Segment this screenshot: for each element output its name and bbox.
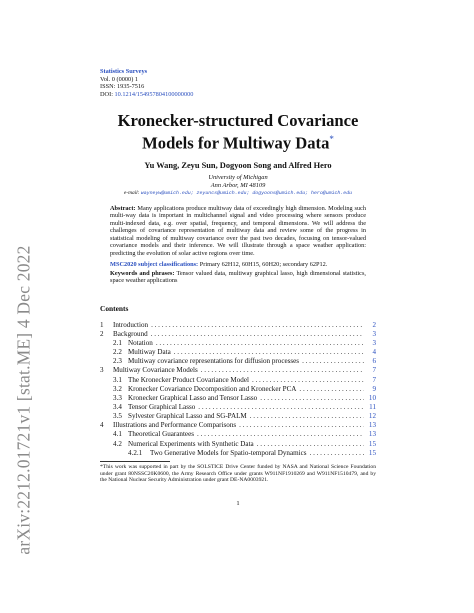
journal-header <box>100 68 376 98</box>
toc-entry[interactable] <box>100 403 376 412</box>
toc-dot-leader <box>171 348 364 357</box>
toc-entry-page-link[interactable]: 7 <box>372 375 376 384</box>
toc-entry[interactable] <box>100 357 376 366</box>
journal-name[interactable]: Statistics Surveys <box>100 68 148 75</box>
toc-entry[interactable] <box>100 430 376 439</box>
toc-entry-title[interactable]: Theoretical Guarantees <box>128 430 194 439</box>
toc-entry-number: 4.1 <box>113 430 122 439</box>
toc-entry-number: 3.2 <box>113 384 122 393</box>
toc-entry-number: 1 <box>100 320 104 329</box>
toc-entry[interactable] <box>100 449 376 458</box>
toc-entry-page-link[interactable]: 4 <box>372 348 376 357</box>
email-addresses[interactable]: wayneyw@umich.edu; zeyuncs@umich.edu; dogyoons@umich.edu; hero@umich.edu <box>140 191 353 197</box>
toc-entry-number: 4.2.1 <box>128 448 143 457</box>
toc-entry-title[interactable]: Introduction <box>113 320 149 329</box>
toc-entry-number: 3.4 <box>113 402 122 411</box>
toc-entry-title[interactable]: Numerical Experiments with Synthetic Data <box>128 439 254 448</box>
toc-dot-leader <box>148 321 364 330</box>
paper-title <box>100 111 376 153</box>
toc-entry-page-link[interactable]: 10 <box>368 393 376 402</box>
abstract <box>100 205 376 258</box>
toc-entry-title[interactable]: Multiway Data <box>128 348 171 357</box>
toc-entry-title[interactable]: Kronecker Covariance Decomposition and Kronecker PCA <box>128 384 297 393</box>
toc-entry[interactable] <box>100 385 376 394</box>
toc-entry[interactable] <box>100 412 376 421</box>
toc-dot-leader <box>257 394 364 403</box>
toc-entry-title[interactable]: Multiway Covariance Models <box>113 366 198 375</box>
email-label: e-mail: <box>123 190 141 197</box>
toc-dot-leader <box>247 412 364 421</box>
toc-entry-page-link[interactable]: 13 <box>368 421 376 430</box>
toc-entry-title[interactable]: Tensor Graphical Lasso <box>128 402 196 411</box>
toc-entry[interactable] <box>100 321 376 330</box>
table-of-contents <box>100 321 376 458</box>
toc-dot-leader <box>153 339 364 348</box>
toc-entry-page-link[interactable]: 15 <box>368 448 376 457</box>
toc-entry-number: 2.3 <box>113 357 122 366</box>
msc-classifications <box>100 261 376 269</box>
doi-link[interactable]: 10.1214/154957804100000000 <box>114 90 194 98</box>
toc-dot-leader <box>236 421 364 430</box>
toc-dot-leader <box>198 366 364 375</box>
journal-doi-line <box>100 91 376 99</box>
toc-entry-page-link[interactable]: 7 <box>372 366 376 375</box>
toc-entry-number: 3 <box>100 366 104 375</box>
toc-entry-page-link[interactable]: 15 <box>368 439 376 448</box>
arxiv-stamp <box>0 0 40 613</box>
toc-entry-page-link[interactable]: 9 <box>372 384 376 393</box>
journal-issn: ISSN: 1935-7516 <box>100 83 145 91</box>
toc-entry-page-link[interactable]: 12 <box>368 412 376 421</box>
toc-entry-page-link[interactable]: 2 <box>372 320 376 329</box>
msc-text: Primary 62H12, 60H15, 60H20; secondary 62P12. <box>199 261 328 269</box>
toc-entry-page-link[interactable]: 3 <box>372 338 376 347</box>
affiliation <box>100 174 376 198</box>
toc-dot-leader <box>195 403 364 412</box>
abstract-label: Abstract: <box>110 204 136 212</box>
toc-entry-page-link[interactable]: 6 <box>372 357 376 366</box>
toc-entry-title[interactable]: Sylvester Graphical Lasso and SG-PALM <box>128 412 247 421</box>
toc-entry-title[interactable]: Multiway covariance representations for diffusion processes <box>128 357 300 366</box>
toc-dot-leader <box>254 440 364 449</box>
footnote: *This work was supported in part by the SOLSTICE Drive Center funded by NASA and National Science Foundation under grant 80NSSC20K0600, the Army Research Office under grants W911NF1910269 and W911NF1510479, and by the National Nuclear Security Administration under grant DE-NA0003921. <box>100 463 376 484</box>
contents-heading: Contents <box>100 303 129 313</box>
title-line-2-wrap <box>100 130 376 153</box>
keywords <box>100 270 376 285</box>
toc-entry[interactable] <box>100 330 376 339</box>
abstract-text: Many applications produce multiway data of exceedingly high dimension. Modeling such multi-way data is important in multichannel signal and video processing where sensors produce multi-indexed data, e.g. over spatial, frequency, and temporal dimensions. We will address the challenges of covariance representation of multiway data and review some of the progress in statistical modeling of multiway covariance over the past two decades, focusing on tensor-valued covariance models and their inference. We will illustrate through a space weather application: predicting the evolution of solar active regions over time. <box>110 204 366 257</box>
toc-entry[interactable] <box>100 339 376 348</box>
keywords-label: Keywords and phrases: <box>110 269 175 277</box>
toc-entry-page-link[interactable]: 11 <box>369 402 376 411</box>
toc-entry-number: 3.3 <box>113 393 122 402</box>
title-footnote-mark[interactable]: * <box>329 134 334 145</box>
toc-dot-leader <box>194 430 364 439</box>
paper-page <box>100 68 376 507</box>
keywords-text: Tensor valued data, multiway graphical lasso, high dimensional statistics, space weather applications <box>110 269 366 285</box>
toc-entry-number: 3.5 <box>113 412 122 421</box>
toc-entry[interactable] <box>100 376 376 385</box>
toc-entry-number: 2.2 <box>113 348 122 357</box>
title-line-1: Kronecker-structured Covariance <box>117 111 359 131</box>
toc-entry-title[interactable]: Kronecker Graphical Lasso and Tensor Lasso <box>128 393 258 402</box>
toc-entry-page-link[interactable]: 13 <box>368 430 376 439</box>
toc-dot-leader <box>249 376 364 385</box>
arxiv-stamp-text: arXiv:2212.01721v1 [stat.ME] 4 Dec 2022 <box>13 245 34 555</box>
authors: Yu Wang, Zeyu Sun, Dogyoon Song and Alfred Hero <box>144 160 332 170</box>
toc-entry-number: 4 <box>100 421 104 430</box>
toc-entry-number: 2 <box>100 329 104 338</box>
email-line <box>100 190 376 198</box>
title-line-2: Models for Multiway Data <box>142 133 330 153</box>
toc-entry-title[interactable]: Two Generative Models for Spatio-temporal Dynamics <box>150 448 307 457</box>
doi-prefix: DOI: <box>100 90 115 98</box>
toc-dot-leader <box>299 357 364 366</box>
toc-entry-title[interactable]: Illustrations and Performance Comparisons <box>113 421 237 430</box>
toc-entry-title[interactable]: Notation <box>128 338 153 347</box>
toc-entry[interactable] <box>100 440 376 449</box>
toc-entry-page-link[interactable]: 3 <box>372 329 376 338</box>
toc-entry[interactable] <box>100 348 376 357</box>
toc-entry-number: 3.1 <box>113 375 122 384</box>
toc-entry[interactable] <box>100 394 376 403</box>
toc-entry-title[interactable]: The Kronecker Product Covariance Model <box>128 375 249 384</box>
msc-label[interactable]: MSC2020 subject classifications: <box>110 261 199 269</box>
affiliation-line-1: University of Michigan <box>208 173 268 181</box>
toc-entry-title[interactable]: Background <box>113 329 148 338</box>
toc-entry-number: 2.1 <box>113 338 122 347</box>
toc-entry-number: 4.2 <box>113 439 122 448</box>
toc-dot-leader <box>296 385 364 394</box>
affiliation-line-2: Ann Arbor, MI 48109 <box>210 181 266 189</box>
toc-dot-leader <box>307 449 364 458</box>
journal-volume: Vol. 0 (0000) 1 <box>100 75 139 83</box>
toc-dot-leader <box>148 330 364 339</box>
page-number: 1 <box>236 500 240 508</box>
toc-entry[interactable] <box>100 421 376 430</box>
footnote-rule <box>100 461 170 462</box>
toc-entry[interactable] <box>100 366 376 375</box>
